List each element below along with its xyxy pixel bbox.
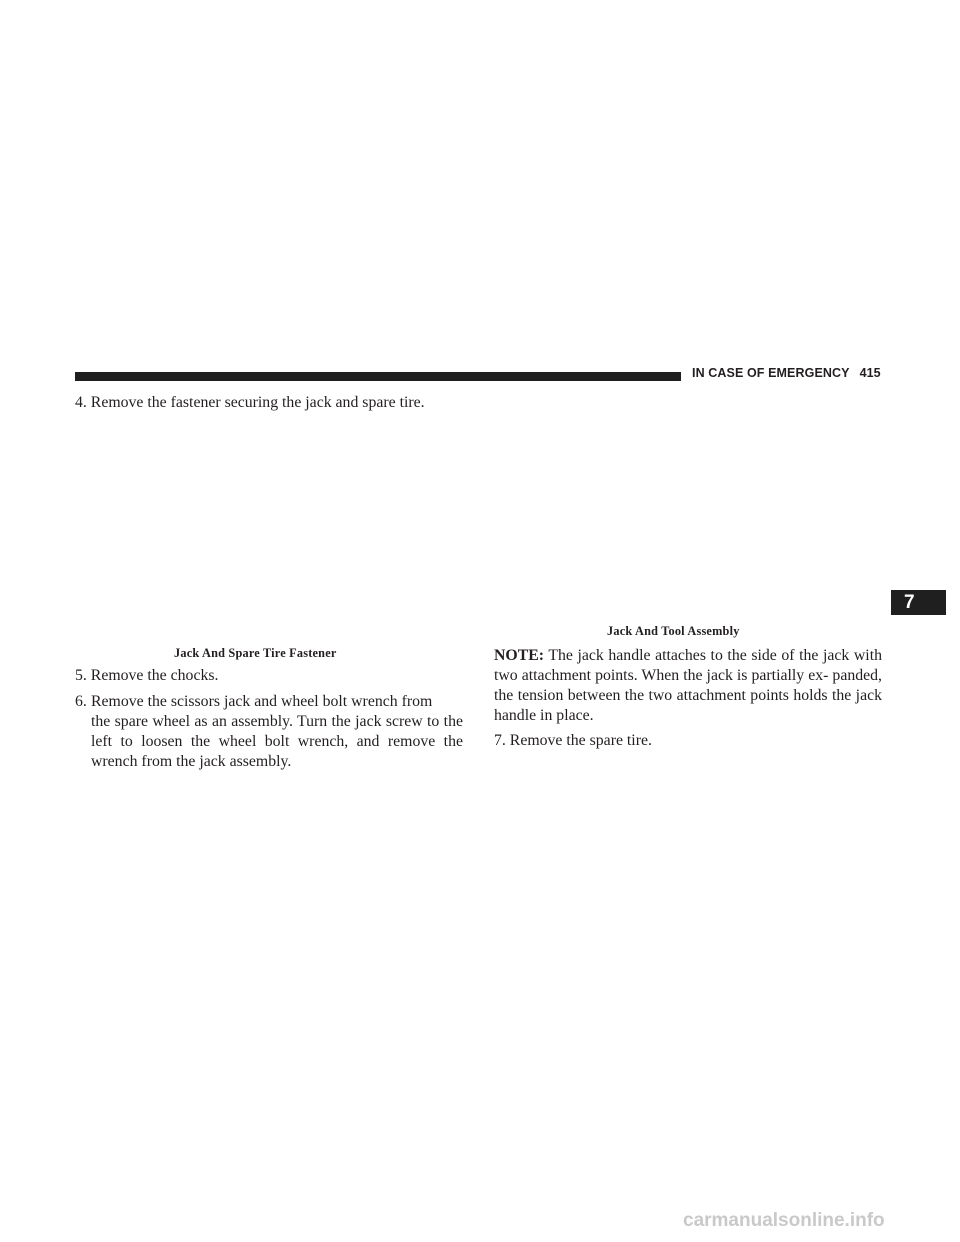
- step-7: 7. Remove the spare tire.: [494, 732, 652, 749]
- step-6-continuation: the spare wheel as an assembly. Turn the jack screw to the left to loosen the wheel bolt wrench, and remove the wrench from the jack assembly.: [91, 713, 463, 770]
- header-rule: [75, 372, 681, 381]
- step-6-first-line: Remove the scissors jack and wheel bolt wrench from: [91, 693, 433, 710]
- watermark: carmanualsonline.info: [683, 1210, 885, 1231]
- chapter-tab: 7: [891, 590, 946, 615]
- step-4: 4. Remove the fastener securing the jack and spare tire.: [75, 394, 425, 411]
- section-title: IN CASE OF EMERGENCY: [692, 366, 850, 380]
- note-label: NOTE:: [494, 647, 545, 664]
- step-6-number: 6.: [75, 693, 87, 710]
- running-header: [692, 366, 881, 380]
- figure-caption-right: Jack And Tool Assembly: [607, 624, 740, 638]
- jack-and-tool-assembly-figure: [494, 392, 882, 618]
- page-number: 415: [859, 366, 881, 380]
- note-text: The jack handle attaches to the side of the jack with two attachment points. When the jack is partially ex- panded, the tension between the two attachment points holds the jack handle in place.: [494, 647, 882, 724]
- note-paragraph: [494, 646, 882, 726]
- step-6: [75, 692, 463, 772]
- jack-and-spare-tire-fastener-figure: [75, 418, 465, 638]
- figure-caption-left: Jack And Spare Tire Fastener: [174, 646, 337, 660]
- step-5: 5. Remove the chocks.: [75, 667, 219, 684]
